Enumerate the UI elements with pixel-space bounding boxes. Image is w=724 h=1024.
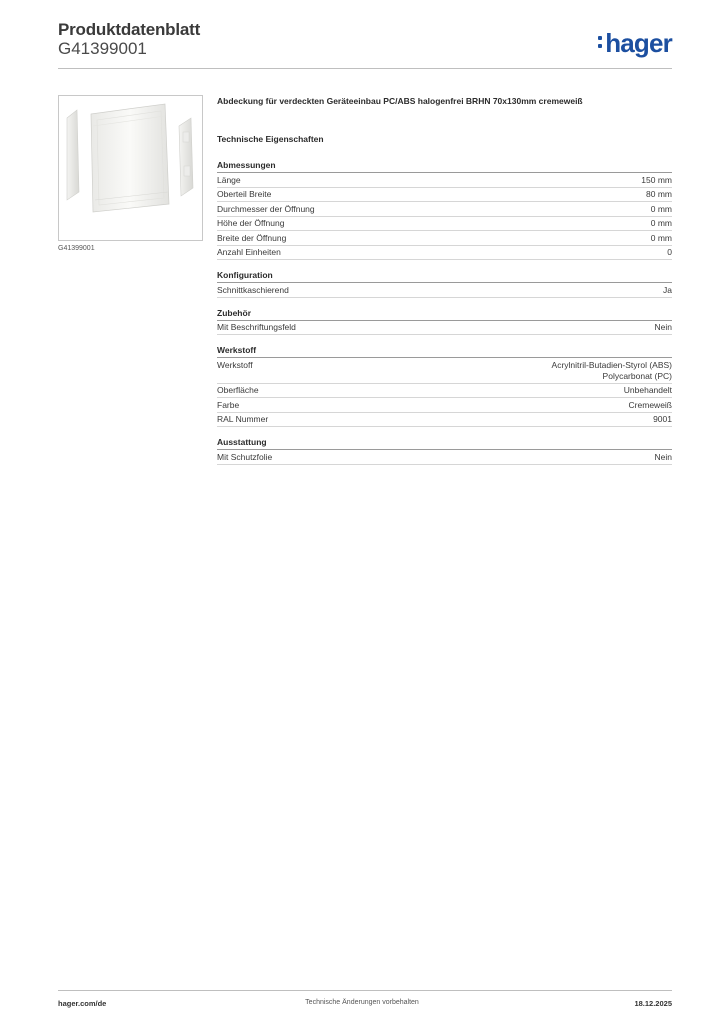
property-value-line: 0 mm: [650, 232, 672, 243]
footer-divider: [58, 990, 672, 991]
property-label: Breite der Öffnung: [217, 232, 287, 243]
property-value-line: 0 mm: [650, 218, 672, 228]
hager-logo: [598, 30, 672, 56]
property-row: [217, 358, 672, 384]
property-value: [552, 360, 672, 382]
property-row: [217, 384, 672, 399]
property-value: [651, 233, 672, 244]
footer-date: 18.12.2025: [634, 999, 672, 1008]
product-illustration: [59, 96, 202, 240]
property-value: [646, 189, 672, 200]
property-row: [217, 398, 672, 413]
property-value: [655, 322, 672, 333]
property-value-line: 150 mm: [641, 174, 672, 185]
property-row: [217, 231, 672, 246]
property-value: [663, 285, 672, 296]
property-label: Schnittkaschierend: [217, 284, 289, 295]
property-value-line: Unbehandelt: [623, 385, 672, 395]
property-value: [651, 204, 672, 215]
property-label: Mit Schutzfolie: [217, 451, 273, 462]
property-value-line: 80 mm: [646, 189, 672, 199]
property-row: [217, 217, 672, 232]
section-title: Zubehör: [217, 308, 672, 321]
product-details: [217, 96, 672, 475]
property-label: Mit Beschriftungsfeld: [217, 322, 296, 332]
image-caption: G41399001: [58, 245, 95, 252]
document-title: Produktdatenblatt: [58, 20, 201, 39]
property-row: [217, 202, 672, 217]
footer-notice: Technische Änderungen vorbehalten: [305, 999, 419, 1006]
property-value-line: Nein: [654, 451, 672, 462]
property-value: [624, 385, 672, 396]
property-row: [217, 246, 672, 261]
property-label: Oberfläche: [217, 385, 259, 395]
section-konfiguration: [217, 270, 672, 298]
property-sections: [217, 160, 672, 465]
property-row: [217, 283, 672, 298]
property-value: [629, 400, 672, 411]
header-divider: [58, 68, 672, 69]
section-title: Konfiguration: [217, 270, 672, 283]
section-werkstoff: [217, 345, 672, 427]
property-label: Oberteil Breite: [217, 189, 272, 199]
section-ausstattung: [217, 437, 672, 465]
property-row: [217, 450, 672, 465]
property-value: [641, 175, 672, 186]
property-row: [217, 321, 672, 336]
property-row: [217, 413, 672, 428]
property-label: RAL Nummer: [217, 414, 269, 424]
property-value-line: 0: [667, 247, 672, 257]
property-label: Höhe der Öffnung: [217, 218, 285, 228]
property-row: [217, 188, 672, 203]
section-zubeh-r: [217, 308, 672, 336]
section-title: Werkstoff: [217, 345, 672, 358]
section-title: Abmessungen: [217, 160, 672, 173]
footer-website: hager.com/de: [58, 999, 107, 1008]
property-value: [651, 218, 672, 229]
logo-dots-icon: [598, 36, 603, 52]
property-label: Farbe: [217, 399, 240, 410]
property-label: Durchmesser der Öffnung: [217, 203, 315, 214]
section-abmessungen: [217, 160, 672, 260]
property-value-line: Polycarbonat (PC): [602, 370, 672, 381]
property-value-line: Acrylnitril-Butadien-Styrol (ABS): [551, 359, 672, 370]
logo-text: hager: [605, 28, 672, 58]
property-label: Werkstoff: [217, 359, 253, 370]
property-value-line: 0 mm: [650, 203, 672, 214]
property-value: [655, 452, 672, 463]
property-value-line: Ja: [663, 284, 672, 295]
property-label: Länge: [217, 174, 241, 185]
section-title: Ausstattung: [217, 437, 672, 450]
technical-properties-heading: Technische Eigenschaften: [217, 134, 324, 144]
property-value: [653, 414, 672, 425]
property-value-line: Cremeweiß: [628, 399, 672, 410]
property-value: [667, 247, 672, 258]
product-image: [58, 95, 203, 241]
property-value-line: Nein: [654, 322, 672, 332]
property-label: Anzahl Einheiten: [217, 247, 281, 257]
property-value-line: 9001: [653, 414, 672, 424]
property-row: [217, 173, 672, 188]
article-number: G41399001: [58, 39, 147, 58]
product-description: Abdeckung für verdeckten Geräteeinbau PC/ABS halogenfrei BRHN 70x130mm cremeweiß: [217, 96, 583, 106]
